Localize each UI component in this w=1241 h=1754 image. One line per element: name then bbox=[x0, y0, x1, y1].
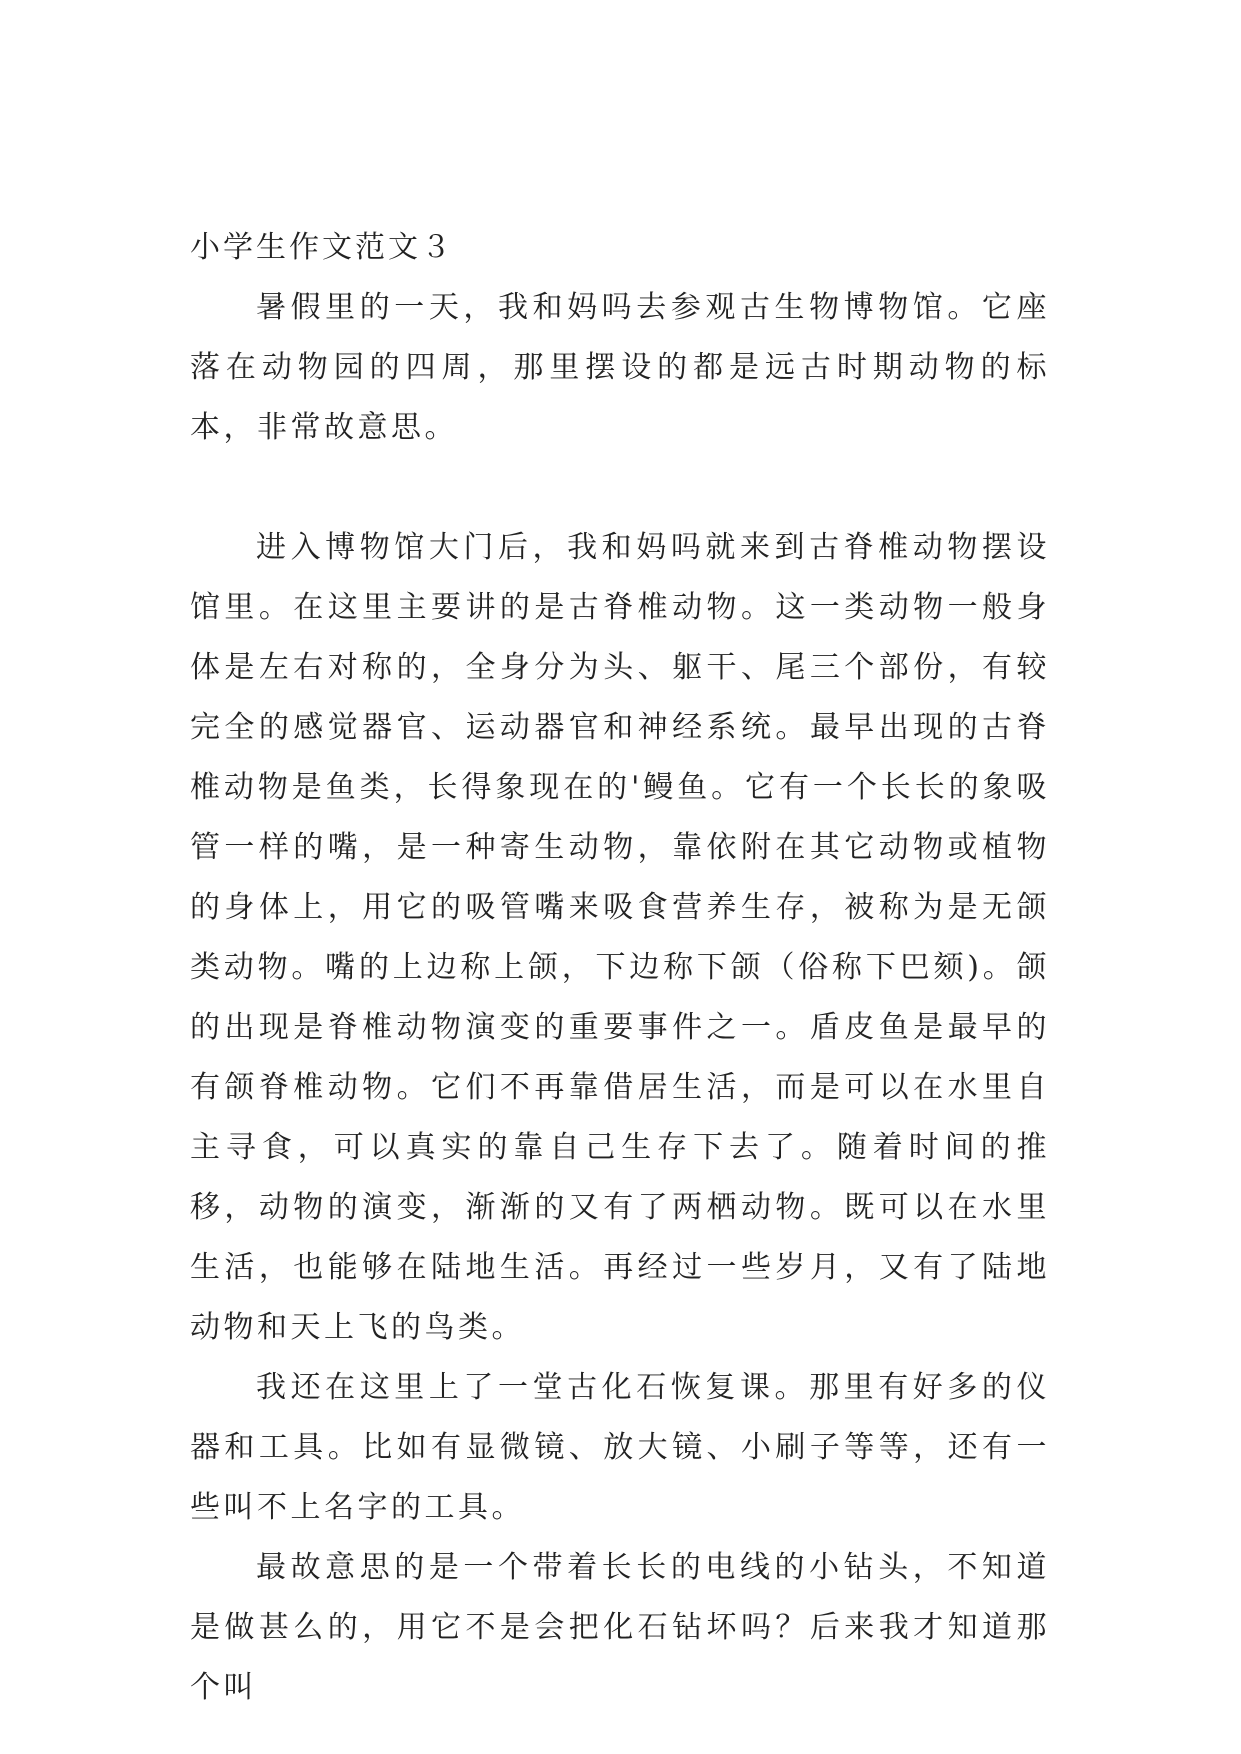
paragraph-fossil-class: 我还在这里上了一堂古化石恢复课。那里有好多的仪器和工具。比如有显微镜、放大镜、小刷子等等，还有一些叫不上名字的工具。 bbox=[190, 1370, 1050, 1525]
paragraph-intro: 暑假里的一天，我和妈吗去参观古生物博物馆。它座落在动物园的四周，那里摆设的都是远古时期动物的标本，非常故意思。 bbox=[190, 290, 1050, 445]
paragraph-vertebrates: 进入博物馆大门后，我和妈吗就来到古脊椎动物摆设馆里。在这里主要讲的是古脊椎动物。这一类动物一般身体是左右对称的，全身分为头、躯干、尾三个部份，有较完全的感觉器官、运动器官和神经系统。最早出现的古脊椎动物是鱼类，长得象现在的'鳗鱼。它有一个长长的象吸管一样的嘴，是一种寄生动物，靠依附在其它动物或植物的身体上，用它的吸管嘴来吸食营养生存，被称为是无颌类动物。嘴的上边称上颌，下边称下颌（俗称下巴颏)。颌的出现是脊椎动物演变的重要事件之一。盾皮鱼是最早的有颌脊椎动物。它们不再靠借居生活，而是可以在水里自主寻食，可以真实的靠自己生存下去了。随着时间的推移，动物的演变，渐渐的又有了两栖动物。既可以在水里生活，也能够在陆地生活。再经过一些岁月，又有了陆地动物和天上飞的鸟类。 bbox=[190, 530, 1050, 1345]
paragraph-drill: 最故意思的是一个带着长长的电线的小钻头，不知道是做甚么的，用它不是会把化石钻坏吗？后来我才知道那个叫 bbox=[190, 1550, 1050, 1705]
document-body bbox=[190, 218, 1050, 1718]
document-title: 小学生作文范文３ bbox=[190, 230, 454, 265]
